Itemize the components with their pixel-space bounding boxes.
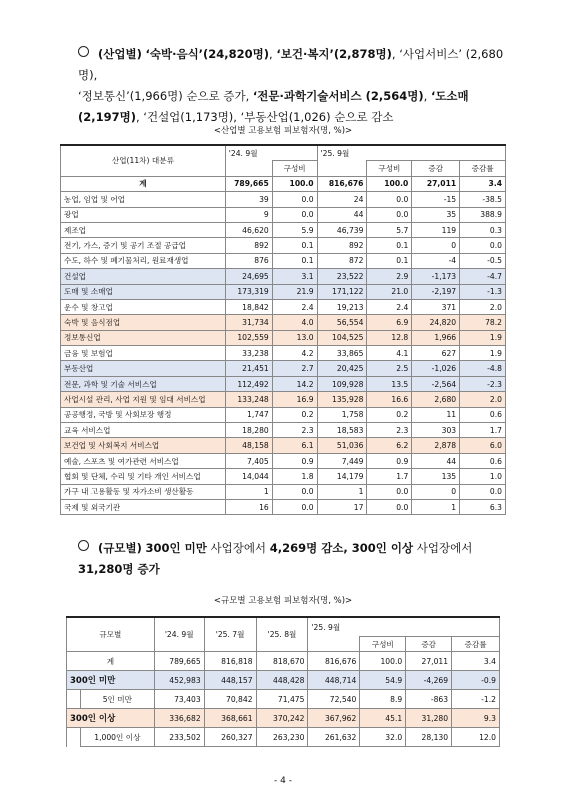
row-label: 300인 미만 — [67, 671, 155, 690]
size-summary-line1 — [78, 538, 508, 559]
value-p4: 448,714 — [308, 671, 360, 690]
row-label: 가구 내 고용활동 및 자가소비 생산활동 — [61, 484, 226, 499]
share-2025: 0.1 — [367, 253, 412, 268]
value-2024: 112,492 — [225, 376, 272, 391]
value-2024: 876 — [225, 253, 272, 268]
value-2024: 21,451 — [225, 361, 272, 376]
share-2024: 21.9 — [272, 284, 317, 299]
table-row — [61, 238, 506, 253]
share-2024: 5.9 — [272, 222, 317, 237]
change-rate: 9.3 — [452, 709, 500, 728]
row-label: 예술, 스포츠 및 여가관련 서비스업 — [61, 453, 226, 468]
change-rate: 1.7 — [460, 423, 506, 438]
share-2024: 0.0 — [272, 207, 317, 222]
change-rate: 6.3 — [460, 499, 506, 514]
table-row — [61, 423, 506, 438]
value-2024: 7,405 — [225, 453, 272, 468]
change-value: 2,878 — [412, 438, 460, 453]
share: 8.9 — [360, 690, 406, 709]
value-2025: 33,865 — [317, 346, 367, 361]
share-2025: 21.0 — [367, 284, 412, 299]
change-value: -863 — [406, 690, 452, 709]
table-row — [61, 192, 506, 207]
value-p1: 452,983 — [154, 671, 204, 690]
value-2024: 173,319 — [225, 284, 272, 299]
value-2025: 816,676 — [317, 176, 367, 191]
table-row — [67, 652, 500, 671]
summary-text: 4,269명 감소, 300인 이상 — [269, 541, 414, 555]
change-rate: -38.5 — [460, 192, 506, 207]
value-2025: 171,122 — [317, 284, 367, 299]
industry-summary-line1 — [78, 44, 508, 86]
summary-text: 사업장에서 — [206, 541, 270, 555]
value-2025: 872 — [317, 253, 367, 268]
value-p3: 370,242 — [256, 709, 308, 728]
header-share2: 구성비 — [367, 161, 412, 176]
row-label: 계 — [67, 652, 155, 671]
industry-lead: (산업별) — [98, 47, 142, 61]
change-rate: -4.8 — [460, 361, 506, 376]
value-2024: 18,280 — [225, 423, 272, 438]
share-2025: 6.2 — [367, 438, 412, 453]
change-rate: -1.3 — [460, 284, 506, 299]
value-2025: 46,739 — [317, 222, 367, 237]
share-2024: 0.0 — [272, 484, 317, 499]
value-p2: 368,661 — [204, 709, 256, 728]
change-value: 1,966 — [412, 330, 460, 345]
share-2025: 2.9 — [367, 269, 412, 284]
row-label: 금융 및 보험업 — [61, 346, 226, 361]
value-2024: 892 — [225, 238, 272, 253]
row-label: 5인 미만 — [80, 690, 154, 709]
share-2024: 0.0 — [272, 192, 317, 207]
change-rate: 1.9 — [460, 330, 506, 345]
row-label: 협회 및 단체, 수리 및 기타 개인 서비스업 — [61, 469, 226, 484]
change-rate: 0.6 — [460, 453, 506, 468]
share-2025: 0.0 — [367, 207, 412, 222]
header-size: 규모별 — [67, 617, 155, 652]
summary-text: 사업장에서 — [413, 541, 473, 555]
summary-text: 31,280명 증가 — [78, 562, 160, 576]
change-rate: -1.2 — [452, 690, 500, 709]
change-value: 27,011 — [406, 652, 452, 671]
size-summary-line2 — [78, 559, 508, 580]
share-2025: 2.5 — [367, 361, 412, 376]
table-row — [67, 690, 500, 709]
value-2025: 14,179 — [317, 469, 367, 484]
table-row — [61, 253, 506, 268]
circle-bullet-icon — [78, 540, 89, 551]
change-value: 303 — [412, 423, 460, 438]
value-2024: 33,238 — [225, 346, 272, 361]
row-label: 도매 및 소매업 — [61, 284, 226, 299]
industry-table — [60, 144, 506, 515]
value-2025: 17 — [317, 499, 367, 514]
row-label: 운수 및 창고업 — [61, 299, 226, 314]
value-2025: 7,449 — [317, 453, 367, 468]
header-period1: '24. 9월 — [225, 145, 317, 161]
change-value: 24,820 — [412, 315, 460, 330]
change-value: -1,173 — [412, 269, 460, 284]
value-2025: 24 — [317, 192, 367, 207]
header-change: 증감 — [412, 161, 460, 176]
table-row — [61, 284, 506, 299]
header-rate2: 증감률 — [452, 637, 500, 652]
share-2024: 0.9 — [272, 453, 317, 468]
value-p4: 816,676 — [308, 652, 360, 671]
change-value: 371 — [412, 299, 460, 314]
size-lead: (규모별) — [98, 541, 142, 555]
change-value: 119 — [412, 222, 460, 237]
table-row — [61, 176, 506, 191]
change-value: -4 — [412, 253, 460, 268]
value-2024: 789,665 — [225, 176, 272, 191]
table-row — [67, 728, 500, 747]
change-rate: -4.7 — [460, 269, 506, 284]
change-value: -15 — [412, 192, 460, 207]
value-p4: 261,632 — [308, 728, 360, 747]
value-2025: 44 — [317, 207, 367, 222]
share-2024: 4.0 — [272, 315, 317, 330]
change-rate: -0.9 — [452, 671, 500, 690]
value-2024: 24,695 — [225, 269, 272, 284]
table-row — [61, 361, 506, 376]
change-rate: 78.2 — [460, 315, 506, 330]
table-row — [67, 671, 500, 690]
share-2024: 2.4 — [272, 299, 317, 314]
change-rate: 0.0 — [460, 238, 506, 253]
industry-summary-line2 — [78, 86, 508, 107]
value-2025: 51,036 — [317, 438, 367, 453]
value-p3: 71,475 — [256, 690, 308, 709]
value-2025: 18,583 — [317, 423, 367, 438]
change-rate: 1.0 — [460, 469, 506, 484]
row-label: 사업시설 관리, 사업 지원 및 임대 서비스업 — [61, 392, 226, 407]
share-2024: 16.9 — [272, 392, 317, 407]
share-2025: 0.2 — [367, 407, 412, 422]
row-label: 교육 서비스업 — [61, 423, 226, 438]
share-2025: 0.0 — [367, 192, 412, 207]
share-2024: 0.2 — [272, 407, 317, 422]
summary-text: , — [423, 89, 431, 103]
value-2025: 1,758 — [317, 407, 367, 422]
share-2025: 16.6 — [367, 392, 412, 407]
change-value: 135 — [412, 469, 460, 484]
value-p4: 367,962 — [308, 709, 360, 728]
row-label: 1,000인 이상 — [80, 728, 154, 747]
share-2025: 5.7 — [367, 222, 412, 237]
share: 45.1 — [360, 709, 406, 728]
row-label: 숙박 및 음식점업 — [61, 315, 226, 330]
share-2024: 4.2 — [272, 346, 317, 361]
size-table — [66, 616, 500, 747]
header-p3: '25. 8월 — [256, 617, 308, 652]
table-row — [67, 709, 500, 728]
share-2025: 0.0 — [367, 484, 412, 499]
share-2025: 12.8 — [367, 330, 412, 345]
value-p1: 789,665 — [154, 652, 204, 671]
share-2025: 0.9 — [367, 453, 412, 468]
table-row — [61, 269, 506, 284]
size-summary — [78, 538, 508, 580]
table-row — [61, 222, 506, 237]
share-2025: 13.5 — [367, 376, 412, 391]
value-2024: 14,044 — [225, 469, 272, 484]
table-row — [61, 469, 506, 484]
summary-text: ‘숙박·음식’(24,820명) — [145, 47, 270, 61]
share: 100.0 — [360, 652, 406, 671]
summary-text: ‘보건·복지’(2,878명) — [276, 47, 392, 61]
row-label: 건설업 — [61, 269, 226, 284]
summary-text: , — [269, 47, 277, 61]
value-2024: 16 — [225, 499, 272, 514]
table-row — [61, 299, 506, 314]
value-p3: 263,230 — [256, 728, 308, 747]
summary-text: ‘정보통신’(1,966명) 순으로 증가, — [78, 89, 253, 103]
row-label: 국제 및 외국기관 — [61, 499, 226, 514]
share-2025: 4.1 — [367, 346, 412, 361]
share-2024: 1.8 — [272, 469, 317, 484]
change-rate: -2.3 — [460, 376, 506, 391]
value-2024: 1,747 — [225, 407, 272, 422]
share-2025: 100.0 — [367, 176, 412, 191]
value-2025: 109,928 — [317, 376, 367, 391]
value-p1: 73,403 — [154, 690, 204, 709]
value-2025: 892 — [317, 238, 367, 253]
change-value: 11 — [412, 407, 460, 422]
change-rate: 6.0 — [460, 438, 506, 453]
value-2025: 20,425 — [317, 361, 367, 376]
change-rate: 0.3 — [460, 222, 506, 237]
header-period2: '25. 9월 — [317, 145, 505, 161]
value-2024: 46,620 — [225, 222, 272, 237]
change-value: 2,680 — [412, 392, 460, 407]
summary-text: , ‘건설업(1,173명), ‘부동산업(1,026) 순으로 감소 — [136, 110, 394, 124]
header-p2: '25. 7월 — [204, 617, 256, 652]
summary-text: 300인 미만 — [145, 541, 207, 555]
change-rate: -0.5 — [460, 253, 506, 268]
table-row — [61, 330, 506, 345]
share-2024: 100.0 — [272, 176, 317, 191]
share-2024: 6.1 — [272, 438, 317, 453]
change-value: 0 — [412, 238, 460, 253]
row-label: 광업 — [61, 207, 226, 222]
share-2024: 0.1 — [272, 238, 317, 253]
change-value: 1 — [412, 499, 460, 514]
table-row — [61, 392, 506, 407]
row-label: 수도, 하수 및 폐기물처리, 원료재생업 — [61, 253, 226, 268]
value-2024: 18,842 — [225, 299, 272, 314]
industry-summary — [78, 44, 508, 128]
change-rate: 2.0 — [460, 392, 506, 407]
change-value: 28,130 — [406, 728, 452, 747]
summary-text: ‘전문·과학기술서비스 (2,564명) — [252, 89, 424, 103]
share-2025: 6.9 — [367, 315, 412, 330]
share: 54.9 — [360, 671, 406, 690]
value-p4: 72,540 — [308, 690, 360, 709]
value-2025: 1 — [317, 484, 367, 499]
value-2025: 135,928 — [317, 392, 367, 407]
change-value: 44 — [412, 453, 460, 468]
row-label: 계 — [61, 176, 226, 191]
header-share1: 구성비 — [272, 161, 317, 176]
change-rate: 3.4 — [460, 176, 506, 191]
value-2024: 31,734 — [225, 315, 272, 330]
summary-text: ‘도소매 — [430, 89, 469, 103]
value-p3: 818,670 — [256, 652, 308, 671]
share-2025: 2.4 — [367, 299, 412, 314]
table-row — [61, 453, 506, 468]
header-p4: '25. 9월 — [308, 617, 500, 637]
share: 32.0 — [360, 728, 406, 747]
summary-text: (2,197명) — [78, 110, 136, 124]
page-number: - 4 - — [274, 776, 292, 786]
change-value: -4,269 — [406, 671, 452, 690]
change-rate: 1.9 — [460, 346, 506, 361]
value-p2: 816,818 — [204, 652, 256, 671]
change-value: -2,564 — [412, 376, 460, 391]
header-rate: 증감률 — [460, 161, 506, 176]
value-2025: 104,525 — [317, 330, 367, 345]
value-2024: 48,158 — [225, 438, 272, 453]
share-2024: 0.1 — [272, 253, 317, 268]
share-2025: 2.3 — [367, 423, 412, 438]
row-label: 공공행정, 국방 및 사회보장 행정 — [61, 407, 226, 422]
change-value: -1,026 — [412, 361, 460, 376]
table-row — [61, 346, 506, 361]
share-2024: 14.2 — [272, 376, 317, 391]
change-rate: 0.6 — [460, 407, 506, 422]
row-label: 제조업 — [61, 222, 226, 237]
header-category: 산업(11차) 대분류 — [61, 145, 226, 176]
table-row — [61, 484, 506, 499]
value-2024: 133,248 — [225, 392, 272, 407]
header-change2: 증감 — [406, 637, 452, 652]
change-value: 35 — [412, 207, 460, 222]
table-row — [61, 407, 506, 422]
table2-caption: <규모별 고용보험 피보험자(명, %)> — [213, 596, 353, 606]
value-2024: 1 — [225, 484, 272, 499]
value-p1: 233,502 — [154, 728, 204, 747]
value-p3: 448,428 — [256, 671, 308, 690]
row-label: 전기, 가스, 증기 및 공기 조절 공급업 — [61, 238, 226, 253]
change-rate: 12.0 — [452, 728, 500, 747]
change-value: 27,011 — [412, 176, 460, 191]
value-p1: 336,682 — [154, 709, 204, 728]
change-rate: 388.9 — [460, 207, 506, 222]
change-rate: 2.0 — [460, 299, 506, 314]
row-label: 농업, 임업 및 어업 — [61, 192, 226, 207]
table-row — [61, 207, 506, 222]
value-2024: 102,559 — [225, 330, 272, 345]
row-label: 보건업 및 사회복지 서비스업 — [61, 438, 226, 453]
header-share: 구성비 — [360, 637, 406, 652]
change-value: -2,197 — [412, 284, 460, 299]
value-p2: 448,157 — [204, 671, 256, 690]
share-2024: 13.0 — [272, 330, 317, 345]
summary-text: , ‘사업서비스’ (2,680명), — [78, 47, 504, 82]
value-2025: 56,554 — [317, 315, 367, 330]
share-2025: 0.0 — [367, 499, 412, 514]
row-label: 부동산업 — [61, 361, 226, 376]
value-2024: 9 — [225, 207, 272, 222]
table-row — [61, 438, 506, 453]
share-2024: 0.0 — [272, 499, 317, 514]
table-row — [61, 499, 506, 514]
share-2024: 3.1 — [272, 269, 317, 284]
header-p1: '24. 9월 — [154, 617, 204, 652]
indent-cell — [67, 690, 81, 709]
value-2024: 39 — [225, 192, 272, 207]
row-label: 정보통신업 — [61, 330, 226, 345]
change-value: 627 — [412, 346, 460, 361]
circle-bullet-icon — [78, 46, 89, 57]
change-rate: 0.0 — [460, 484, 506, 499]
value-2025: 19,213 — [317, 299, 367, 314]
indent-cell — [67, 728, 81, 747]
row-label: 전문, 과학 및 기술 서비스업 — [61, 376, 226, 391]
change-value: 31,280 — [406, 709, 452, 728]
row-label: 300인 이상 — [67, 709, 155, 728]
table-row — [61, 376, 506, 391]
share-2024: 2.3 — [272, 423, 317, 438]
share-2025: 0.1 — [367, 238, 412, 253]
change-rate: 3.4 — [452, 652, 500, 671]
share-2024: 2.7 — [272, 361, 317, 376]
share-2025: 1.7 — [367, 469, 412, 484]
value-p2: 70,842 — [204, 690, 256, 709]
table1-caption: <산업별 고용보험 피보험자(명, %)> — [213, 126, 353, 136]
table-row — [61, 315, 506, 330]
change-value: 0 — [412, 484, 460, 499]
value-2025: 23,522 — [317, 269, 367, 284]
value-p2: 260,327 — [204, 728, 256, 747]
